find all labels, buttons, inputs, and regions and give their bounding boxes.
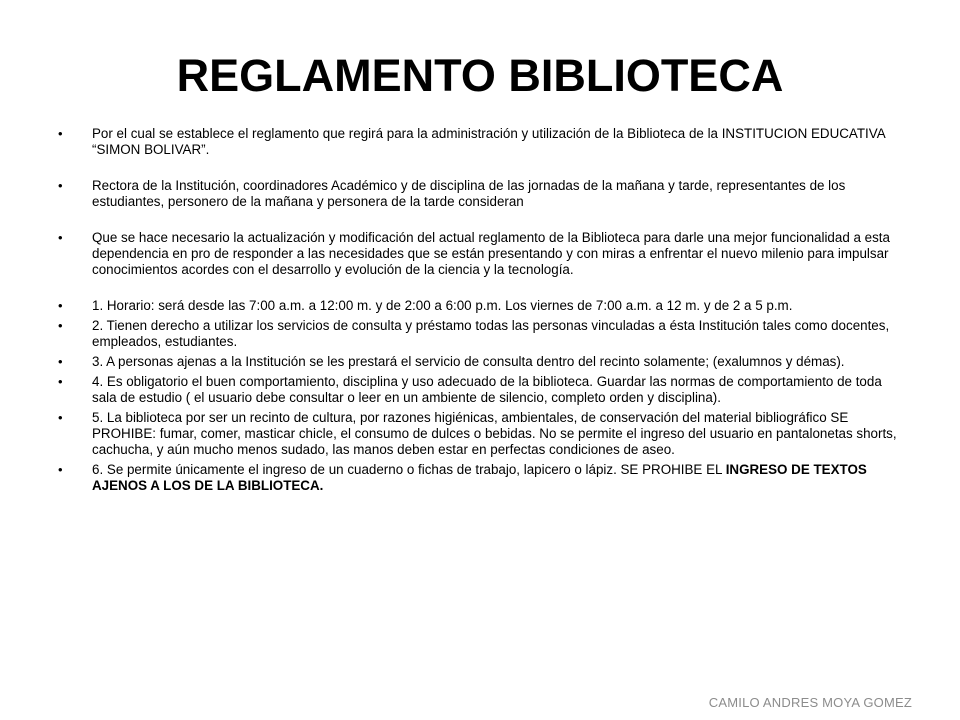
- bullet-list: [58, 126, 910, 494]
- list-item: [58, 298, 910, 314]
- list-item: [58, 462, 910, 494]
- bullet-text-emphasis: INGRESO DE TEXTOS AJENOS A LOS DE LA BIBLIOTECA.: [92, 462, 867, 493]
- bullet-text: 4. Es obligatorio el buen comportamiento, disciplina y uso adecuado de la biblioteca. Guardar las normas de comportamiento de toda sala de estudio ( el usuario debe consultar o leer en un ambiente de silencio, completo orden y disciplina).: [92, 374, 882, 405]
- bullet-text: 1. Horario: será desde las 7:00 a.m. a 12:00 m. y de 2:00 a 6:00 p.m. Los viernes de 7:00 a.m. a 12 m. y de 2 a 5 p.m.: [92, 298, 793, 313]
- list-item: [58, 230, 910, 278]
- bullet-icon: •: [58, 298, 63, 313]
- bullet-icon: •: [58, 126, 63, 141]
- bullet-icon: •: [58, 178, 63, 193]
- bullet-text: 2. Tienen derecho a utilizar los servicios de consulta y préstamo todas las personas vinculadas a ésta Institución tales como docentes, empleados, estudiantes.: [92, 318, 890, 349]
- bullet-text: Rectora de la Institución, coordinadores Académico y de disciplina de las jornadas de la mañana y tarde, representantes de los estudiantes, personero de la mañana y personera de la tarde consideran: [92, 178, 846, 209]
- list-item: [58, 374, 910, 406]
- list-item: [58, 126, 910, 158]
- bullet-text: 3. A personas ajenas a la Institución se les prestará el servicio de consulta dentro del recinto solamente; (exalumnos y démas).: [92, 354, 845, 369]
- bullet-text: Por el cual se establece el reglamento que regirá para la administración y utilización de la Biblioteca de la INSTITUCION EDUCATIVA “SIMON BOLIVAR”.: [92, 126, 885, 157]
- bullet-icon: •: [58, 354, 63, 369]
- bullet-icon: •: [58, 462, 63, 477]
- bullet-icon: •: [58, 318, 63, 333]
- list-item: [58, 178, 910, 210]
- bullet-icon: •: [58, 230, 63, 245]
- footer-author: CAMILO ANDRES MOYA GOMEZ: [708, 695, 912, 710]
- list-item: [58, 354, 910, 370]
- list-item: [58, 410, 910, 458]
- bullet-icon: •: [58, 410, 63, 425]
- bullet-text-normal: 6. Se permite únicamente el ingreso de un cuaderno o fichas de trabajo, lapicero o lápiz. SE PROHIBE EL: [92, 462, 726, 477]
- list-item: [58, 318, 910, 350]
- bullet-text: 5. La biblioteca por ser un recinto de cultura, por razones higiénicas, ambientales, de conservación del material bibliográfico SE PROHIBE: fumar, comer, masticar chicle, el consumo de dulces o bebidas. No se permite el ingreso del usuario en pantalonetas shorts, cachucha, y aún mucho menos sudado, las manos deben estar en perfectas condiciones de aseo.: [92, 410, 897, 457]
- bullet-icon: •: [58, 374, 63, 389]
- bullet-text: Que se hace necesario la actualización y modificación del actual reglamento de la Biblioteca para darle una mejor funcionalidad a esta dependencia en pro de responder a las necesidades que se están presentando y con miras a enfrentar el nuevo milenio para impulsar conocimientos acordes con el desarrollo y evolución de la ciencia y la tecnología.: [92, 230, 890, 277]
- slide-title: REGLAMENTO BIBLIOTECA: [176, 50, 784, 101]
